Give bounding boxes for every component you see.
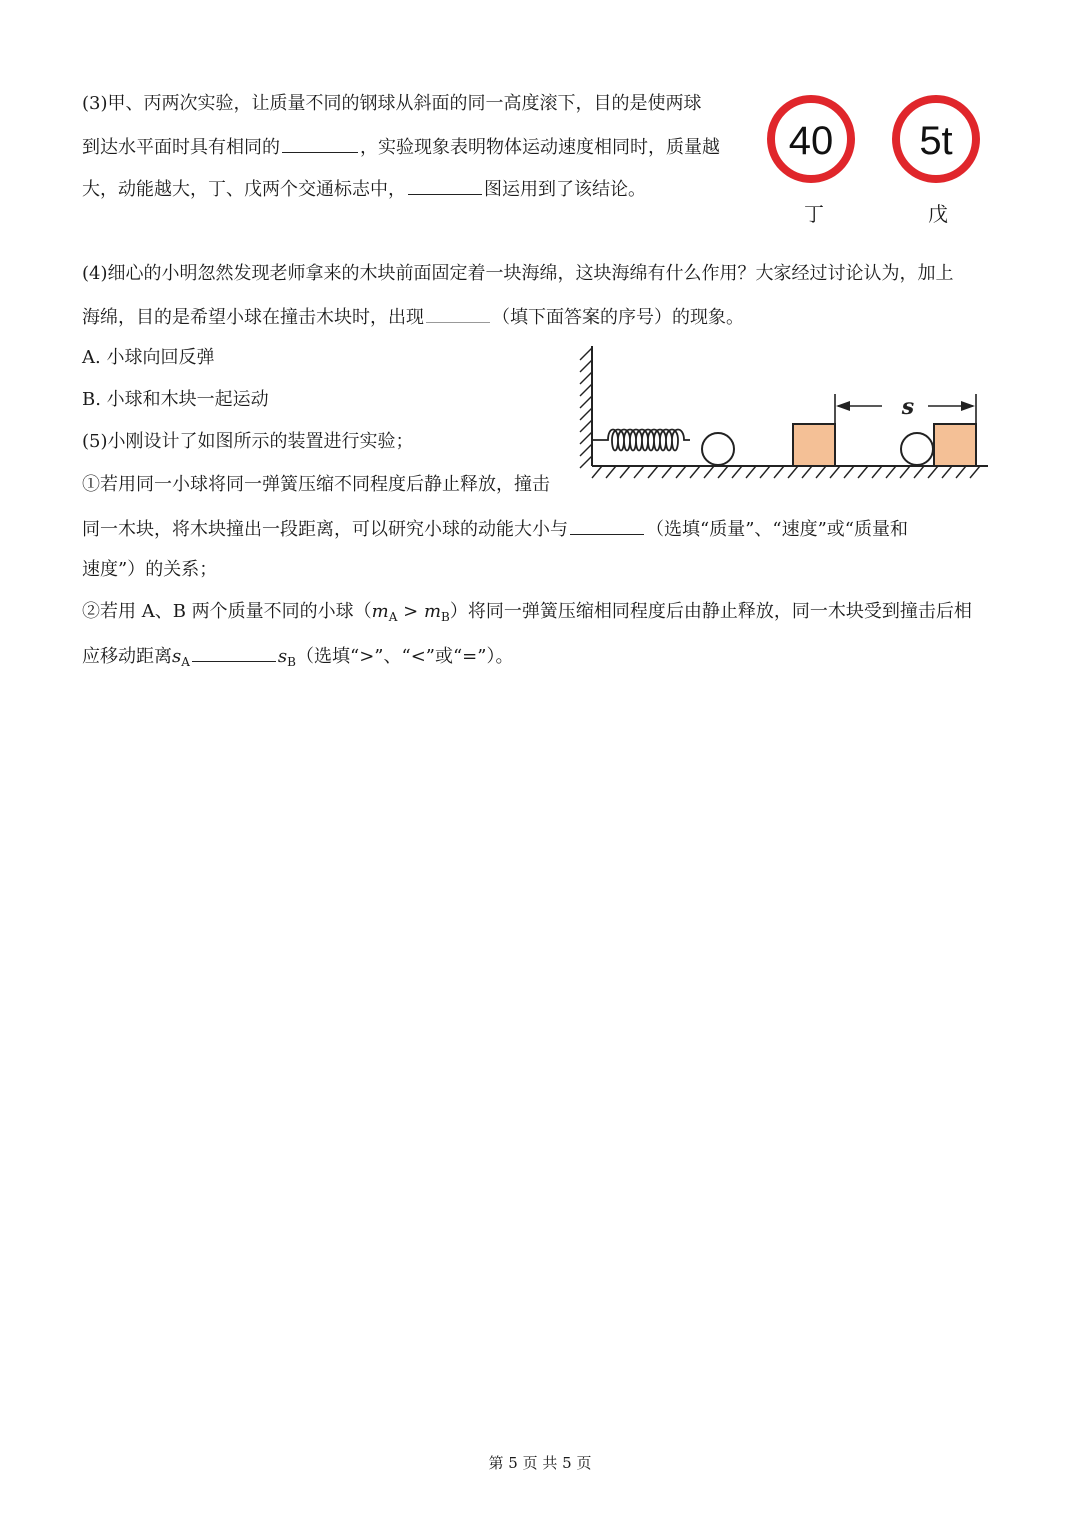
q5-part2-text-b: ）将同一弹簧压缩相同程度后由静止释放，同一木块受到撞击后相: [449, 601, 972, 622]
q4-line-1: (4)细心的小明忽然发现老师拿来的木块前面固定着一块海绵，这块海绵有什么作用？大家经过讨论认为，加上: [82, 263, 954, 284]
distance-a-symbol: s: [172, 646, 182, 667]
weight-limit-sign-text: 5t: [919, 119, 953, 163]
mass-a-subscript: A: [388, 610, 398, 624]
q5-part1-text-b: （选填“质量”、“速度”或“质量和: [646, 519, 909, 540]
page-footer: 第 5 页 共 5 页: [488, 1454, 592, 1472]
wood-block-end: [934, 424, 976, 466]
wall: [580, 346, 592, 468]
q5-blank-2[interactable]: [192, 643, 276, 662]
q3-blank-2[interactable]: [408, 176, 482, 195]
distance-label: s: [901, 394, 915, 420]
q3-line-1: (3)甲、丙两次实验，让质量不同的钢球从斜面的同一高度滚下，目的是使两球: [82, 93, 702, 114]
q3-line-3-text-a: 大，动能越大，丁、戊两个交通标志中，: [82, 179, 406, 200]
q5-part2-text-a: ②若用 A、B 两个质量不同的小球（: [82, 601, 372, 622]
weight-limit-sign: [891, 94, 981, 184]
q4-option-b: B. 小球和木块一起运动: [82, 389, 269, 410]
distance-marker: [835, 394, 976, 424]
q5-part2-text-c: 应移动距离: [82, 646, 172, 667]
q3-blank-1[interactable]: [282, 134, 358, 153]
q3-line-2-text-b: ，实验现象表明物体运动速度相同时，质量越: [360, 137, 720, 158]
greater-than-symbol: >: [397, 601, 424, 622]
q5-blank-1[interactable]: [570, 516, 644, 535]
q3-line-3: [82, 176, 646, 202]
q5-part2-line-2: [82, 643, 513, 670]
q4-line-2-text-b: （填下面答案的序号）的现象。: [492, 307, 744, 328]
q5-part2-line-1: [82, 600, 972, 625]
mass-b-symbol: m: [423, 601, 442, 622]
distance-b-subscript: B: [287, 655, 296, 669]
q5-part1-line-2: [82, 516, 908, 542]
spring: [592, 430, 690, 451]
wood-block-start: [793, 424, 835, 466]
mass-a-symbol: m: [371, 601, 389, 622]
q4-line-2: [82, 304, 744, 330]
distance-b-symbol: s: [277, 646, 288, 667]
ball-at-spring: [702, 433, 734, 465]
q4-option-a: A. 小球向回反弹: [82, 347, 215, 368]
speed-limit-sign: [766, 94, 856, 184]
spring-ball-block-diagram: [572, 338, 992, 488]
q4-blank[interactable]: [426, 304, 490, 323]
ground: [592, 466, 988, 478]
q5-title: (5)小刚设计了如图所示的装置进行实验；: [82, 431, 414, 452]
q3-line-2: [82, 134, 720, 160]
q4-line-2-text-a: 海绵，目的是希望小球在撞击木块时，出现: [82, 307, 424, 328]
distance-a-subscript: A: [181, 655, 190, 669]
q5-part1-text-a: 同一木块，将木块撞出一段距离，可以研究小球的动能大小与: [82, 519, 568, 540]
q5-part1-line-3: 速度”）的关系；: [82, 559, 218, 580]
q3-line-3-text-b: 图运用到了该结论。: [484, 179, 646, 200]
sign-caption-ding: 丁: [804, 202, 824, 226]
q5-part2-text-d: （选填“>”、“<”或“=”）。: [296, 646, 514, 667]
mass-b-subscript: B: [441, 610, 450, 624]
ball-after-impact: [901, 433, 933, 465]
q5-part1-line-1: ①若用同一小球将同一弹簧压缩不同程度后静止释放，撞击: [82, 474, 550, 495]
speed-limit-sign-text: 40: [788, 119, 834, 163]
q3-line-2-text-a: 到达水平面时具有相同的: [82, 137, 280, 158]
sign-caption-wu: 戊: [928, 202, 948, 226]
